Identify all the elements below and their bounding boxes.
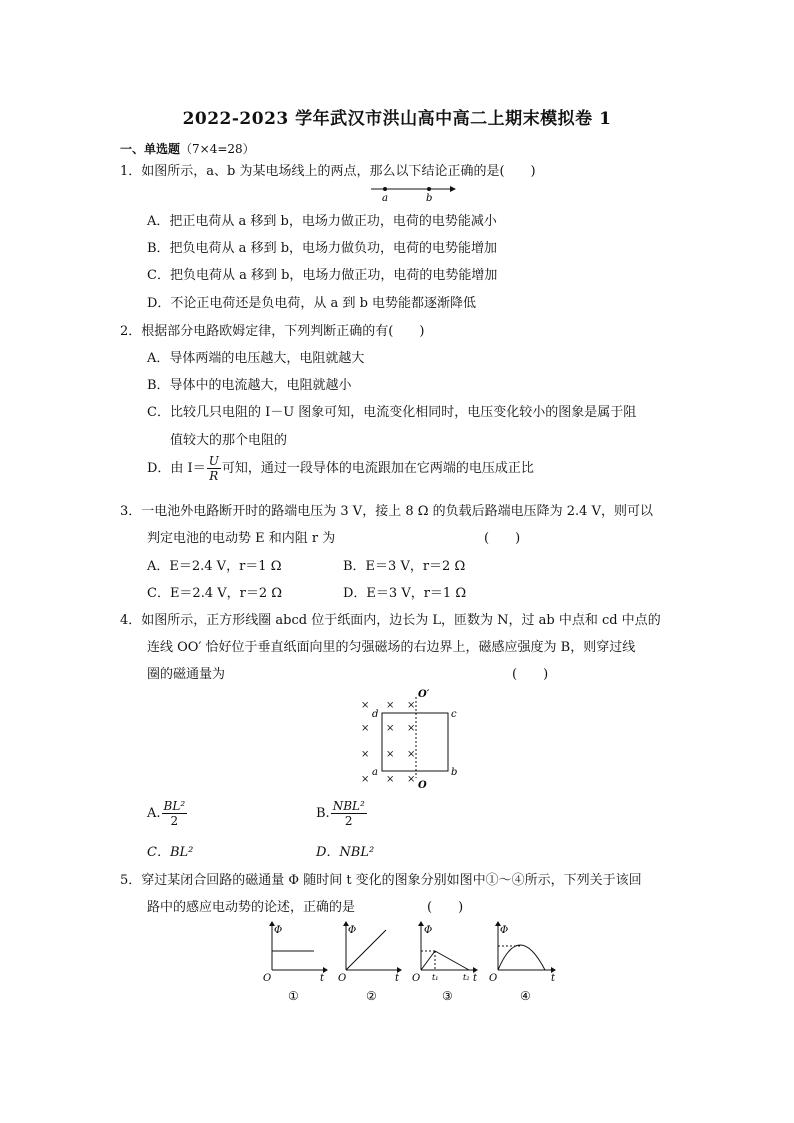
graph-4 xyxy=(489,921,556,1003)
q2-option-b[interactable]: B．导体中的电流越大，电阻就越小 xyxy=(147,378,352,393)
q4-stem-line3: 圈的磁通量为 xyxy=(147,667,226,682)
svg-text:O: O xyxy=(489,973,498,984)
caption-1: ① xyxy=(288,989,299,1003)
q4-b-prefix: B. xyxy=(316,806,330,821)
cross-icon: × xyxy=(361,700,370,711)
q2-d-suffix: 可知，通过一段导体的电流跟加在它两端的电压成正比 xyxy=(221,461,534,476)
q5-stem-line2: 路中的感应电动势的论述，正确的是 xyxy=(147,900,356,915)
svg-text:t: t xyxy=(473,973,478,984)
cross-icon: × xyxy=(407,774,416,785)
label-b: b xyxy=(451,767,458,778)
flux-linear-line xyxy=(346,930,386,970)
svg-text:t: t xyxy=(395,973,400,984)
label-a: a xyxy=(372,767,378,778)
q2-option-a[interactable]: A．导体两端的电压越大，电阻就越大 xyxy=(147,351,365,366)
graph-3 xyxy=(412,921,478,1003)
paper-title: 2022-2023 学年武汉市洪山高中高二上期末模拟卷 1 xyxy=(182,109,612,129)
q1-option-d[interactable]: D．不论正电荷还是负电荷，从 a 到 b 电势能都逐渐降低 xyxy=(147,296,477,311)
section-label: 一、单选题 xyxy=(120,142,181,156)
q2-option-c-line1[interactable]: C．比较几只电阻的 I－U 图象可知，电流变化相同时，电压变化较小的图象是属于阻 xyxy=(147,405,637,420)
flux-arch-curve xyxy=(498,945,545,970)
q4-stem-line1: 4．如图所示，正方形线圈 abcd 位于纸面内，边长为 L，匝数为 N，过 ab 中点和 cd 中点的 xyxy=(120,613,661,628)
flux-triangle-line xyxy=(421,951,469,970)
q3-option-d[interactable]: D．E＝3 V，r＝1 Ω xyxy=(343,586,467,601)
svg-text:O: O xyxy=(338,973,347,984)
q4-b-numerator: NBL² xyxy=(332,799,365,813)
q3-stem-line2: 判定电池的电动势 E 和内阻 r 为 xyxy=(147,531,336,546)
svg-text:t₂: t₂ xyxy=(463,973,470,982)
section-score: （7×4=28） xyxy=(180,142,255,156)
caption-2: ② xyxy=(366,989,377,1003)
q3-option-b[interactable]: B．E＝3 V，r＝2 Ω xyxy=(343,559,466,574)
q4-a-prefix: A. xyxy=(147,806,161,821)
q1-option-c[interactable]: C．把负电荷从 a 移到 b，电场力做正功，电荷的电势能增加 xyxy=(147,268,498,283)
svg-text:O: O xyxy=(412,973,421,984)
svg-text:t: t xyxy=(320,973,325,984)
svg-text:t₁: t₁ xyxy=(432,973,439,982)
q2-d-prefix: D．由 I＝ xyxy=(147,461,206,476)
svg-text:Φ: Φ xyxy=(500,925,509,936)
q3-option-a[interactable]: A．E＝2.4 V，r＝1 Ω xyxy=(147,559,282,574)
graph-1 xyxy=(263,921,328,1003)
q4-a-denominator: 2 xyxy=(170,814,179,828)
cross-icon: × xyxy=(386,723,395,734)
cross-icon: × xyxy=(361,723,370,734)
q3-stem-line1: 3．一电池外电路断开时的路端电压为 3 V，接上 8 Ω 的负载后路端电压降为 2.4 V，则可以 xyxy=(120,504,653,519)
q2-stem: 2．根据部分电路欧姆定律，下列判断正确的有( ) xyxy=(120,324,425,339)
q4-answer-paren[interactable]: ( ) xyxy=(512,667,549,682)
caption-4: ④ xyxy=(520,989,531,1003)
svg-text:Φ: Φ xyxy=(348,925,357,936)
q5-stem-line1: 5．穿过某闭合回路的磁通量 Φ 随时间 t 变化的图象分别如图中①～④所示，下列关于该回 xyxy=(120,873,642,888)
q1-stem: 1．如图所示，a、b 为某电场线上的两点，那么以下结论正确的是( ) xyxy=(120,164,536,179)
q4-b-denominator: 2 xyxy=(344,814,353,828)
q2-d-denominator: R xyxy=(209,469,219,483)
label-b: b xyxy=(426,193,433,204)
cross-icon: × xyxy=(407,749,416,760)
svg-text:Φ: Φ xyxy=(424,925,433,936)
svg-text:O: O xyxy=(263,973,272,984)
q5-answer-paren[interactable]: ( ) xyxy=(427,900,464,915)
q1-option-b[interactable]: B．把负电荷从 a 移到 b，电场力做负功，电荷的电势能增加 xyxy=(147,241,498,256)
q4-stem-line2: 连线 OO′ 恰好位于垂直纸面向里的匀强磁场的右边界上，磁感应强度为 B，则穿过线 xyxy=(147,640,636,655)
svg-text:t: t xyxy=(551,973,556,984)
cross-icon: × xyxy=(361,749,370,760)
cross-icon: × xyxy=(361,774,370,785)
q3-option-c[interactable]: C．E＝2.4 V，r＝2 Ω xyxy=(147,586,283,601)
graph-2 xyxy=(338,921,402,1003)
caption-3: ③ xyxy=(442,989,453,1003)
q4-option-d[interactable]: D．NBL² xyxy=(316,845,375,860)
q4-a-numerator: BL² xyxy=(163,799,186,813)
q4-option-c[interactable]: C．BL² xyxy=(147,845,194,860)
label-o-prime: O′ xyxy=(418,689,430,700)
label-o: O xyxy=(418,780,427,791)
label-a: a xyxy=(382,193,388,204)
svg-text:Φ: Φ xyxy=(274,925,283,936)
q3-answer-paren[interactable]: ( ) xyxy=(484,531,521,546)
cross-icon: × xyxy=(386,700,395,711)
cross-icon: × xyxy=(386,749,395,760)
label-c: c xyxy=(451,709,457,720)
label-d: d xyxy=(372,709,379,720)
cross-icon: × xyxy=(386,774,395,785)
q1-option-a[interactable]: A．把正电荷从 a 移到 b，电场力做正功，电荷的电势能减小 xyxy=(147,214,497,229)
q2-d-numerator: U xyxy=(208,454,219,468)
cross-icon: × xyxy=(407,723,416,734)
cross-icon: × xyxy=(407,700,416,711)
q2-option-c-line2[interactable]: 值较大的那个电阻的 xyxy=(170,433,288,448)
